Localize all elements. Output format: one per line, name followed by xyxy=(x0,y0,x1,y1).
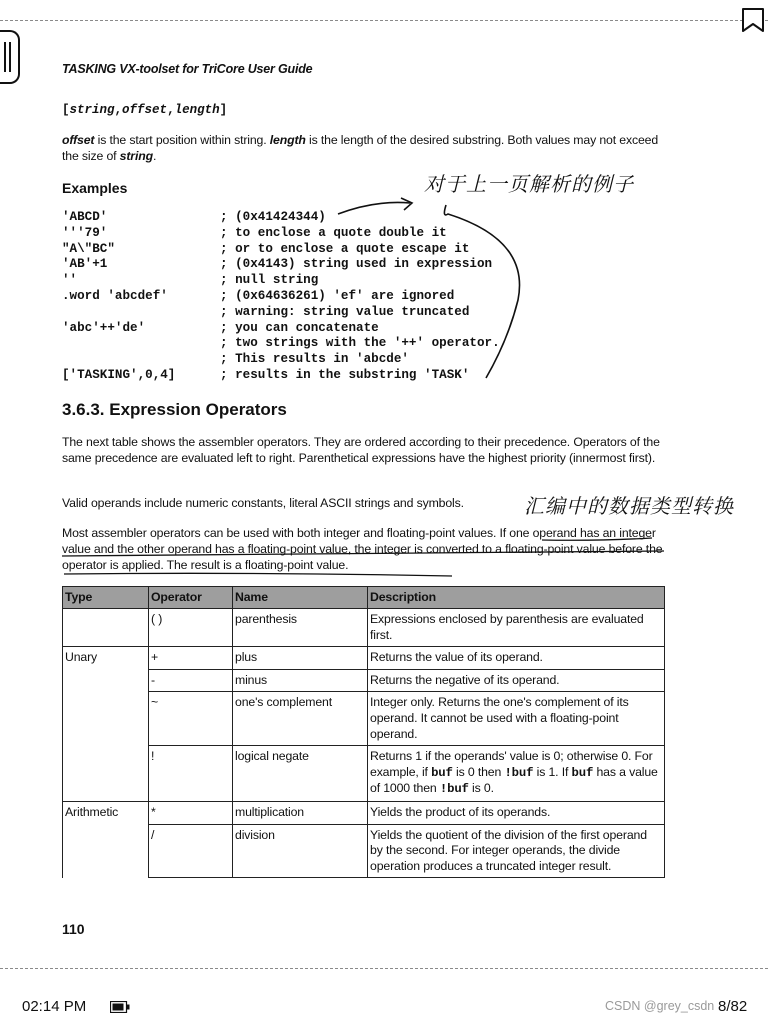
table-row xyxy=(63,824,665,878)
table-row xyxy=(63,647,665,670)
sidebar-handle[interactable] xyxy=(0,30,20,84)
battery-icon xyxy=(110,1001,130,1013)
examples-heading: Examples xyxy=(62,180,128,196)
table-header-row xyxy=(63,587,665,609)
syntax-line: [string,offset,length] xyxy=(62,103,228,117)
handwritten-note-examples: 对于上一页解析的例子 xyxy=(424,172,634,196)
ink-underline-3 xyxy=(64,573,452,576)
cell-type xyxy=(63,669,149,692)
cell-name: multiplication xyxy=(233,801,368,824)
operands-paragraph: Valid operands include numeric constants, literal ASCII strings and symbols. xyxy=(62,496,464,510)
cell-name: plus xyxy=(233,647,368,670)
bookmark-icon[interactable] xyxy=(740,6,766,34)
header-description: Description xyxy=(368,587,665,609)
cell-description: Integer only. Returns the one's complement of its operand. It cannot be used with a floating-point operand. xyxy=(368,692,665,746)
cell-type xyxy=(63,609,149,647)
cell-description: Yields the quotient of the division of the first operand by the second. For integer operands, the divide operation produces a truncated integer result. xyxy=(368,824,665,878)
header-type: Type xyxy=(63,587,149,609)
document-header: TASKING VX-toolset for TriCore User Guide xyxy=(62,62,313,76)
offset-paragraph: offset is the start position within string. length is the length of the desired substring. Both values may not exceed the size of string. xyxy=(62,133,659,163)
cell-name: division xyxy=(233,824,368,878)
table-row xyxy=(63,609,665,647)
handwritten-note-conversion: 汇编中的数据类型转换 xyxy=(524,494,734,518)
cell-description: Yields the product of its operands. xyxy=(368,801,665,824)
page-number: 110 xyxy=(62,921,85,937)
operators-intro-paragraph: The next table shows the assembler operators. They are ordered according to their precedence. Operators of the same precedence are evaluated left to right. Parenthetical expressions have the highest priority (innermost first). xyxy=(62,435,660,465)
cell-operator: * xyxy=(149,801,233,824)
table-row xyxy=(63,669,665,692)
cell-type xyxy=(63,692,149,746)
ink-arrow-to-first-example xyxy=(338,202,410,214)
top-dashed-divider xyxy=(0,20,768,21)
cell-type xyxy=(63,746,149,802)
table-row xyxy=(63,746,665,802)
bottom-dashed-divider xyxy=(0,968,768,969)
csdn-watermark: CSDN @grey_csdn xyxy=(605,999,715,1013)
cell-description: Returns 1 if the operands' value is 0; otherwise 0. For example, if buf is 0 then !buf is 1. If buf has a value of 1000 then !buf is 0. xyxy=(368,746,665,802)
cell-name: logical negate xyxy=(233,746,368,802)
conversion-paragraph: Most assembler operators can be used with both integer and floating-point values. If one operand has an integer value and the other operand has a floating-point value, the integer is converted to a floating-point value before the operator is applied. The result is a floating-point value. xyxy=(62,526,663,572)
table-row xyxy=(63,692,665,746)
cell-operator: / xyxy=(149,824,233,878)
cell-type: Arithmetic xyxy=(63,801,149,824)
cell-type: Unary xyxy=(63,647,149,670)
cell-name: one's complement xyxy=(233,692,368,746)
header-name: Name xyxy=(233,587,368,609)
status-time: 02:14 PM xyxy=(22,998,87,1015)
cell-operator: ( ) xyxy=(149,609,233,647)
cell-operator: ~ xyxy=(149,692,233,746)
cell-operator: + xyxy=(149,647,233,670)
operators-table xyxy=(62,586,665,878)
cell-description: Returns the value of its operand. xyxy=(368,647,665,670)
handle-bar-right xyxy=(9,42,11,72)
ink-arrowhead xyxy=(401,198,412,210)
cell-description: Returns the negative of its operand. xyxy=(368,669,665,692)
header-operator: Operator xyxy=(149,587,233,609)
section-title: 3.6.3. Expression Operators xyxy=(62,400,287,419)
cell-operator: ! xyxy=(149,746,233,802)
cell-name: minus xyxy=(233,669,368,692)
cell-type xyxy=(63,824,149,878)
cell-description: Expressions enclosed by parenthesis are evaluated first. xyxy=(368,609,665,647)
table-row xyxy=(63,801,665,824)
handle-bar-left xyxy=(4,42,6,72)
cell-name: parenthesis xyxy=(233,609,368,647)
page-counter: 8/82 xyxy=(718,998,748,1015)
cell-operator: - xyxy=(149,669,233,692)
